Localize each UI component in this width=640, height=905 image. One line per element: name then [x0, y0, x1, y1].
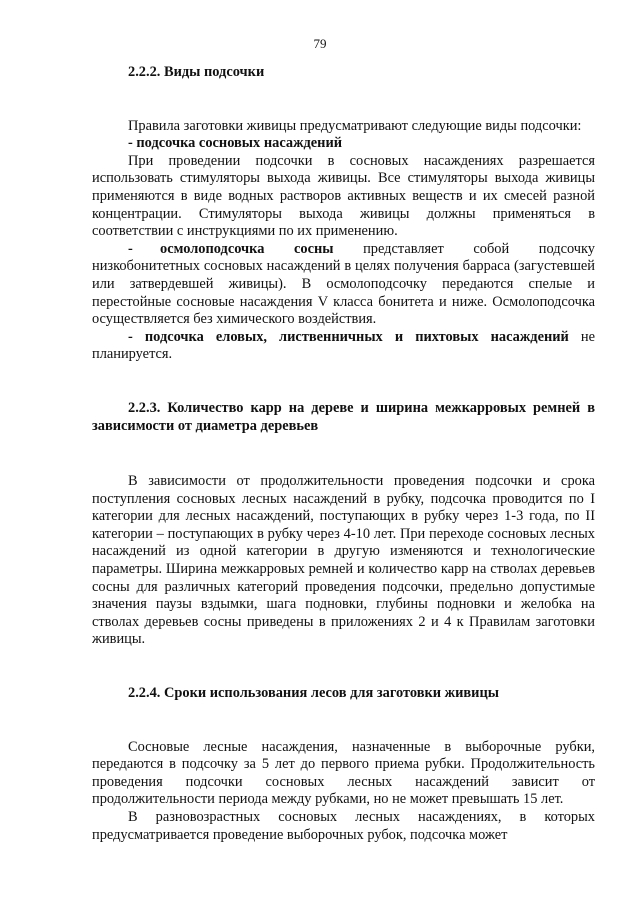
section-heading-2-2-3: 2.2.3. Количество карр на дереве и ширина межкарровых ремней в зависимости от диаметра деревьев [92, 399, 595, 434]
paragraph-categories: В зависимости от продолжительности проведения подсочки и срока поступления сосновых лесных насаждений в рубку, подсочка проводится по I категории для лесных насаждений, поступающих в рубку через 1-3 года, по II категории – поступающих в рубку через 4-10 лет. При переходе сосновых лесных насаждений из одной категории в другую изменяются и технологические параметры. Ширина межкарровых ремней и количество карр на стволах деревьев сосны для различных категорий проведения подсочки, предельно допустимые значения паузы вздымки, шага подновки, глубины подновки и желобка на стволах деревьев сосны приведены в приложениях 2 и 4 к Правилам заготовки живицы. [92, 473, 595, 648]
section-heading-2-2-4: 2.2.4. Сроки использования лесов для заготовки живицы [128, 685, 499, 702]
paragraph-intro: Правила заготовки живицы предусматривают следующие виды подсочки: [128, 117, 582, 134]
paragraph-uneven-aged: В разновозрастных сосновых лесных насаждениях, в которых предусматривается проведение выборочных рубок, подсочка может [92, 809, 595, 843]
text-spruce-larch-fir: не планируется. [92, 328, 596, 363]
page-number: 79 [313, 36, 327, 51]
list-item-pine-title: - подсочка сосновых насаждений [128, 135, 343, 152]
paragraph-pine-stimulators: При проведении подсочки в сосновых насаждениях разрешается использовать стимуляторы выхода живицы. Все стимуляторы выхода живицы применяются в виде водных растворов активных веществ и их смесей разной концентрации. Стимуляторы выхода живицы должны применяться в соответствии с инструкциями по их применению. [92, 152, 595, 240]
document-body [92, 64, 595, 844]
section-heading-2-2-2: 2.2.2. Виды подсочки [128, 64, 265, 80]
list-dash: - [128, 240, 133, 257]
term-spruce-larch-fir: - подсочка еловых, лиственничных и пихтовых насаждений [128, 328, 569, 345]
term-resin-tapping: осмолоподсочка сосны [160, 240, 334, 257]
text-resin-tapping: представляет собой подсочку низкобонитетных сосновых насаждений в целях получения барраса (загустевшей или затвердевшей живицы). В осмолоподсочку передаются спелые и перестойные сосновые насаждения V класса бонитета и ниже. Осмолоподсочка осуществляется без химического воздействия. [92, 240, 595, 328]
paragraph-selective-felling: Сосновые лесные насаждения, назначенные в выборочные рубки, передаются в подсочку за 5 лет до первого приема рубки. Продолжительность проведения подсочки сосновых лесных насаждений зависит от продолжительности периода между рубками, но не может превышать 15 лет. [92, 738, 595, 808]
list-item-resin-tapping [92, 241, 595, 329]
list-item-spruce [92, 329, 595, 364]
